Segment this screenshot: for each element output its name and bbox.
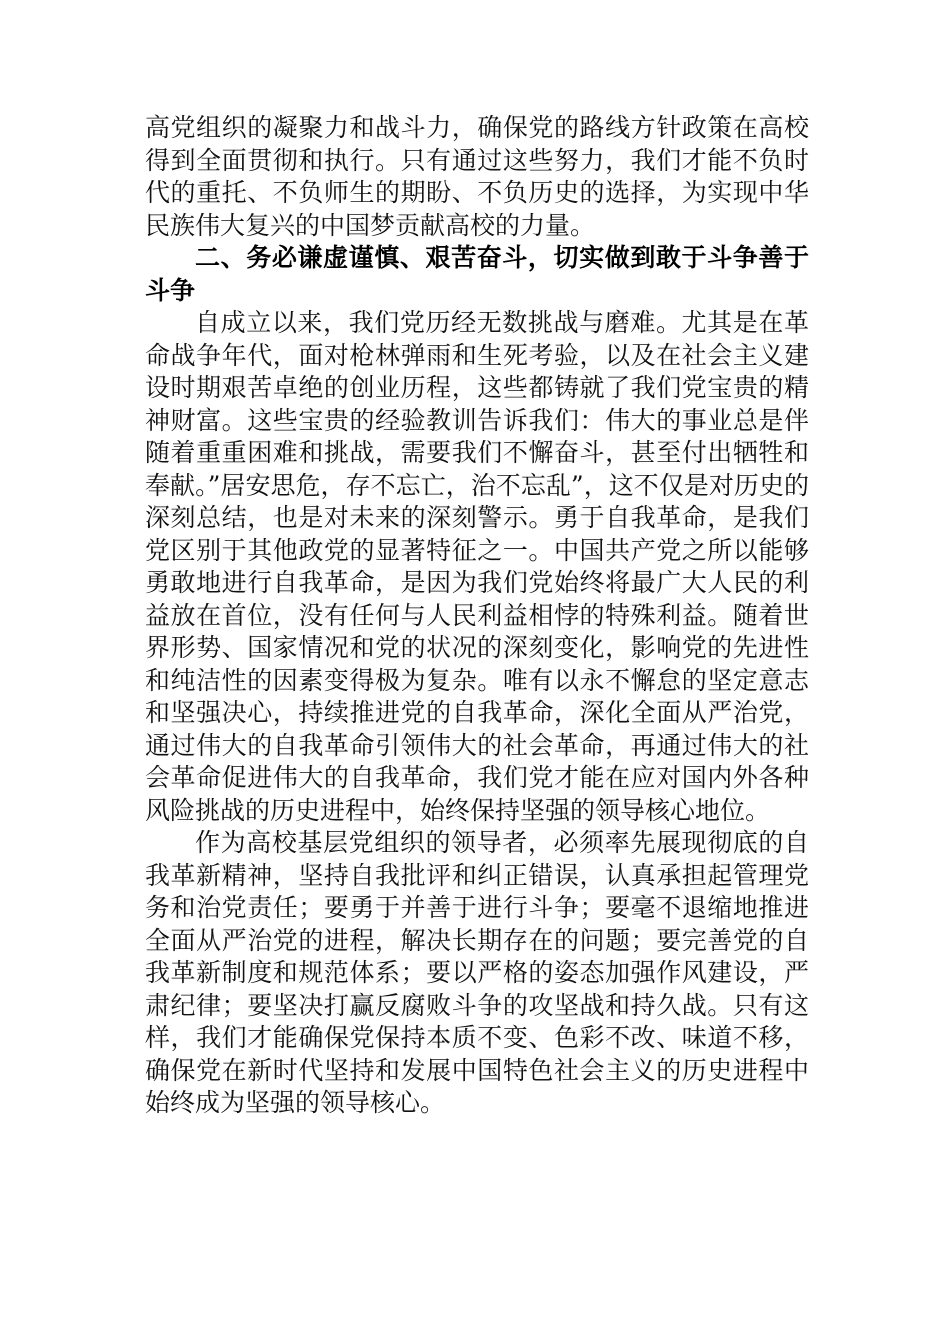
body-paragraph-1: 自成立以来，我们党历经无数挑战与磨难。尤其是在革命战争年代，面对枪林弹雨和生死考验，以及在社会主义建设时期艰苦卓绝的创业历程，这些都铸就了我们党宝贵的精神财富。这些宝贵的经验教训告诉我们：伟大的事业总是伴随着重重困难和挑战，需要我们不懈奋斗，甚至付出牺牲和奉献。”居安思危，存不忘亡，治不忘乱”，这不仅是对历史的深刻总结，也是对未来的深刻警示。勇于自我革命，是我们党区别于其他政党的显著特征之一。中国共产党之所以能够勇敢地进行自我革命，是因为我们党始终将最广大人民的利益放在首位，没有任何与人民利益相悖的特殊利益。随着世界形势、国家情况和党的状况的深刻变化，影响党的先进性和纯洁性的因素变得极为复杂。唯有以永不懈怠的坚定意志和坚强决心，持续推进党的自我革命，深化全面从严治党，通过伟大的自我革命引领伟大的社会革命，再通过伟大的社会革命促进伟大的自我革命，我们党才能在应对国内外各种风险挑战的历史进程中，始终保持坚强的领导核心地位。 xyxy=(145,308,809,825)
section-heading: 二、务必谦虚谨慎、艰苦奋斗，切实做到敢于斗争善于斗争 xyxy=(145,243,809,305)
document-body xyxy=(145,112,809,1120)
body-paragraph-2: 作为高校基层党组织的领导者，必须率先展现彻底的自我革新精神，坚持自我批评和纠正错误，认真承担起管理党务和治党责任；要勇于并善于进行斗争；要毫不退缩地推进全面从严治党的进程，解决长期存在的问题；要完善党的自我革新制度和规范体系；要以严格的姿态加强作风建设，严肃纪律；要坚决打赢反腐败斗争的攻坚战和持久战。只有这样，我们才能确保党保持本质不变、色彩不改、味道不移，确保党在新时代坚持和发展中国特色社会主义的历史进程中始终成为坚强的领导核心。 xyxy=(145,828,809,1117)
continued-paragraph: 高党组织的凝聚力和战斗力，确保党的路线方针政策在高校得到全面贯彻和执行。只有通过这些努力，我们才能不负时代的重托、不负师生的期盼、不负历史的选择，为实现中华民族伟大复兴的中国梦贡献高校的力量。 xyxy=(145,113,809,240)
